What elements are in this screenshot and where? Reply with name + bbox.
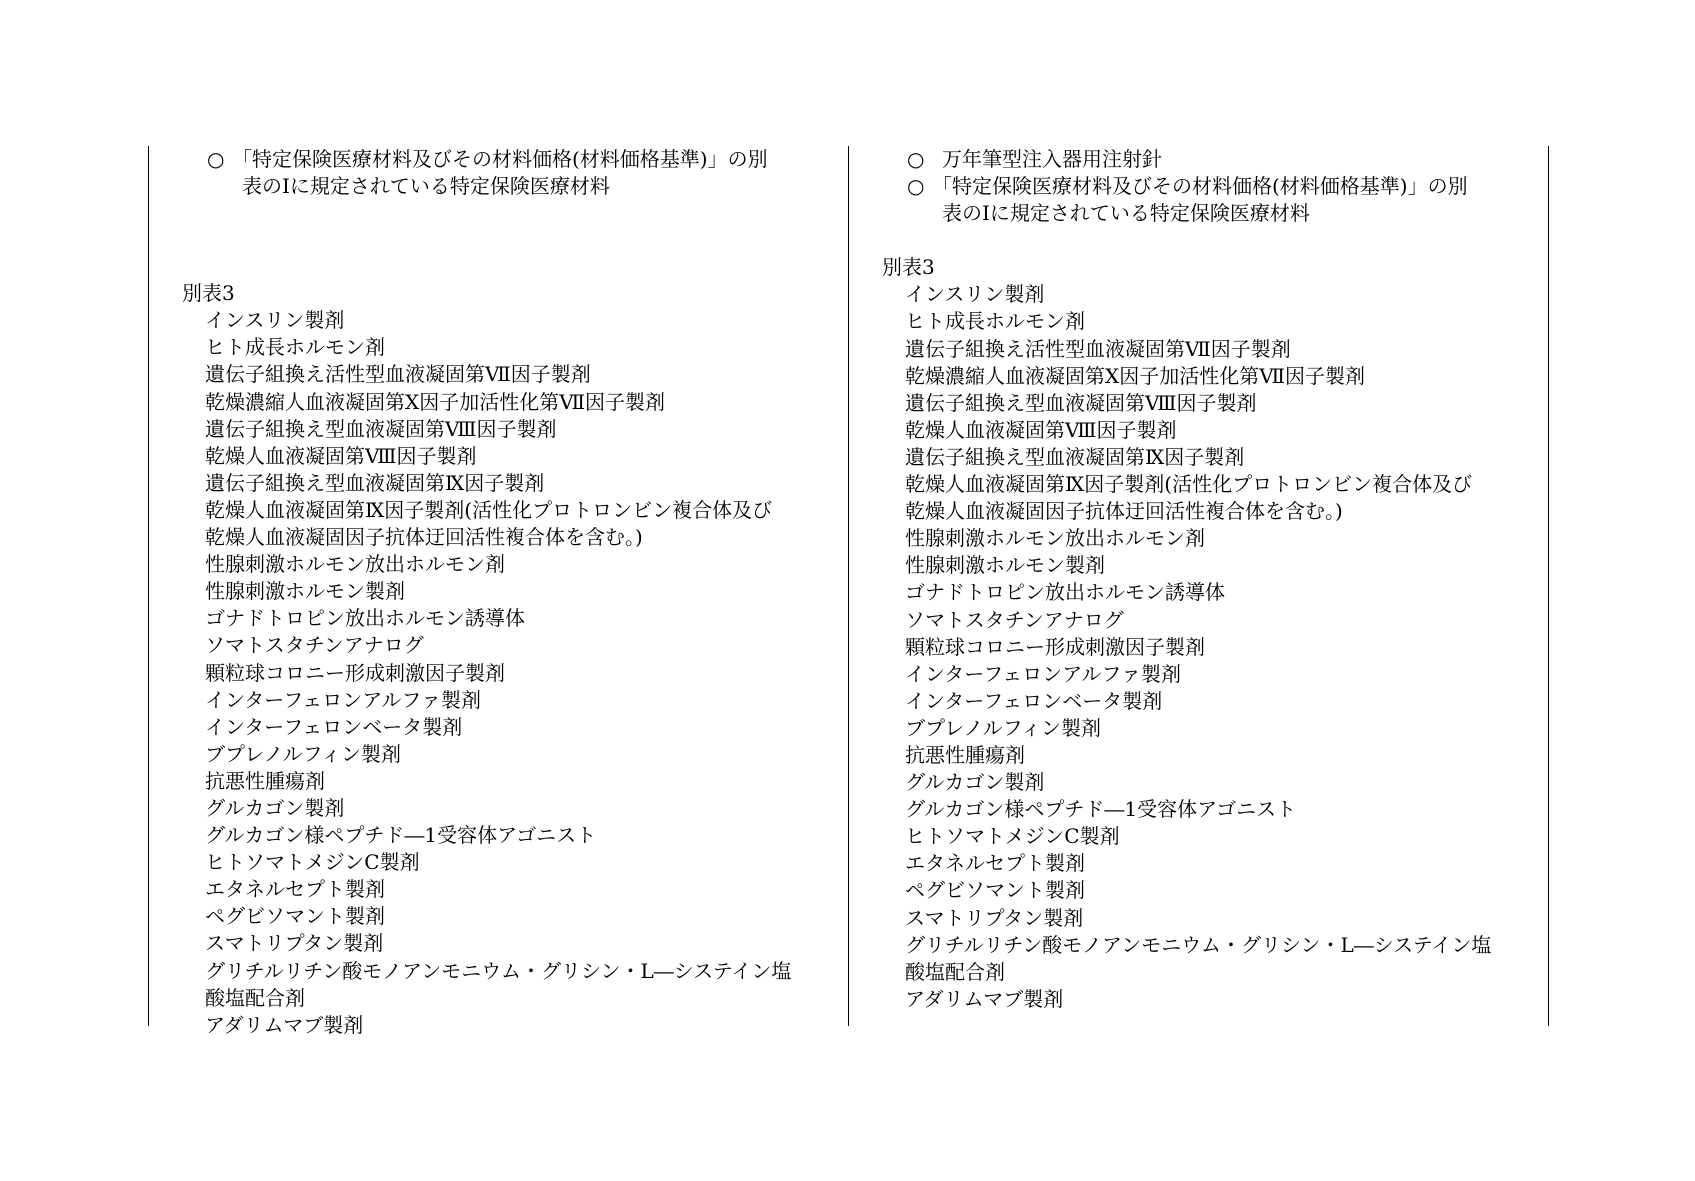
list-item: スマトリプタン製剤 — [205, 931, 384, 956]
list-item: インスリン製剤 — [205, 308, 345, 333]
list-item: インターフェロンベータ製剤 — [205, 714, 463, 739]
list-item: スマトリプタン製剤 — [905, 905, 1084, 930]
list-item: 抗悪性腫瘍剤 — [205, 768, 325, 793]
bullet-text-continuation: 表のⅠに規定されている特定保険医療材料 — [242, 174, 610, 199]
left-heading: 別表3 — [182, 281, 235, 306]
list-item: ブプレノルフィン製剤 — [205, 741, 401, 766]
list-item: エタネルセプト製剤 — [905, 851, 1085, 876]
list-item: ヒト成長ホルモン剤 — [205, 335, 385, 360]
bullet-text-line: 万年筆型注入器用注射針 — [922, 147, 1162, 171]
list-item: 乾燥人血液凝固第Ⅸ因子製剤(活性化プロトロンビン複合体及び — [905, 472, 1473, 497]
list-item: 性腺刺激ホルモン放出ホルモン剤 — [205, 552, 505, 577]
table-border-right — [1548, 146, 1549, 1026]
table-border-left — [148, 146, 149, 1026]
list-item: 乾燥人血液凝固第Ⅷ因子製剤 — [905, 417, 1177, 442]
list-item: 乾燥濃縮人血液凝固第Ⅹ因子加活性化第Ⅶ因子製剤 — [205, 389, 666, 414]
right-heading: 別表3 — [882, 255, 935, 280]
list-item: インターフェロンアルファ製剤 — [205, 687, 481, 712]
table-border-middle — [848, 146, 849, 1026]
list-item: 顆粒球コロニー形成刺激因子製剤 — [205, 660, 505, 685]
list-item: 酸塩配合剤 — [205, 985, 305, 1010]
list-item: 性腺刺激ホルモン製剤 — [905, 553, 1105, 578]
left-bullet-section — [180, 146, 840, 200]
left-bullet-item — [180, 146, 840, 200]
list-item: ヒトソマトメジンC製剤 — [905, 824, 1120, 849]
list-item: ヒトソマトメジンC製剤 — [205, 850, 420, 875]
bullet-text-line: 「特定保険医療材料及びその材料価格(材料価格基準)」の別 — [922, 174, 1468, 199]
list-item: ペグビソマント製剤 — [905, 878, 1085, 903]
right-item-list — [880, 281, 1540, 1013]
circle-bullet-icon: ○ — [907, 147, 925, 171]
list-item: グリチルリチン酸モノアンモニウム・グリシン・L―システイン塩 — [205, 958, 792, 983]
list-item: ゴナドトロピン放出ホルモン誘導体 — [205, 606, 525, 631]
list-item: ペグビソマント製剤 — [205, 904, 385, 929]
list-item: グルカゴン製剤 — [905, 770, 1045, 795]
left-item-list — [180, 307, 840, 1039]
list-item: 乾燥人血液凝固第Ⅷ因子製剤 — [205, 443, 477, 468]
right-bullet-section — [880, 146, 1540, 227]
list-item: グルカゴン様ペプチド―1受容体アゴニスト — [905, 797, 1297, 822]
list-item: 抗悪性腫瘍剤 — [905, 742, 1025, 767]
list-item: 遺伝子組換え型血液凝固第Ⅷ因子製剤 — [905, 390, 1257, 415]
list-item: 遺伝子組換え活性型血液凝固第Ⅶ因子製剤 — [905, 336, 1291, 361]
left-column — [180, 146, 840, 1039]
list-item: 遺伝子組換え型血液凝固第Ⅸ因子製剤 — [205, 470, 545, 495]
list-item: 顆粒球コロニー形成刺激因子製剤 — [905, 634, 1205, 659]
list-item: ソマトスタチンアナログ — [905, 607, 1124, 632]
list-item: 遺伝子組換え活性型血液凝固第Ⅶ因子製剤 — [205, 362, 591, 387]
bullet-text-continuation: 表のⅠに規定されている特定保険医療材料 — [942, 201, 1310, 226]
list-item: 酸塩配合剤 — [905, 959, 1005, 984]
list-item: ゴナドトロピン放出ホルモン誘導体 — [905, 580, 1225, 605]
list-item: インターフェロンアルファ製剤 — [905, 661, 1181, 686]
list-item: ヒト成長ホルモン剤 — [905, 309, 1085, 334]
list-item: 乾燥人血液凝固因子抗体迂回活性複合体を含む。) — [905, 499, 1343, 524]
list-item: アダリムマブ製剤 — [205, 1012, 364, 1037]
list-item: グルカゴン製剤 — [205, 795, 345, 820]
list-item: 性腺刺激ホルモン放出ホルモン剤 — [905, 526, 1205, 551]
right-column — [880, 146, 1540, 1013]
list-item: グルカゴン様ペプチド―1受容体アゴニスト — [205, 823, 597, 848]
right-bullet-item — [880, 173, 1540, 227]
list-item: 性腺刺激ホルモン製剤 — [205, 579, 405, 604]
list-item: 乾燥人血液凝固因子抗体迂回活性複合体を含む。) — [205, 525, 643, 550]
right-bullet-item — [880, 146, 1540, 173]
list-item: 遺伝子組換え型血液凝固第Ⅸ因子製剤 — [905, 444, 1245, 469]
list-item: 乾燥濃縮人血液凝固第Ⅹ因子加活性化第Ⅶ因子製剤 — [905, 363, 1366, 388]
list-item: 遺伝子組換え型血液凝固第Ⅷ因子製剤 — [205, 416, 557, 441]
list-item: インスリン製剤 — [905, 282, 1045, 307]
circle-bullet-icon: ○ — [207, 147, 225, 171]
list-item: エタネルセプト製剤 — [205, 877, 385, 902]
list-item: グリチルリチン酸モノアンモニウム・グリシン・L―システイン塩 — [905, 932, 1492, 957]
list-item: アダリムマブ製剤 — [905, 986, 1064, 1011]
circle-bullet-icon: ○ — [907, 174, 925, 199]
list-item: ブプレノルフィン製剤 — [905, 715, 1101, 740]
list-item: インターフェロンベータ製剤 — [905, 688, 1163, 713]
list-item: 乾燥人血液凝固第Ⅸ因子製剤(活性化プロトロンビン複合体及び — [205, 497, 773, 522]
list-item: ソマトスタチンアナログ — [205, 633, 424, 658]
bullet-text-line: 「特定保険医療材料及びその材料価格(材料価格基準)」の別 — [222, 147, 768, 171]
